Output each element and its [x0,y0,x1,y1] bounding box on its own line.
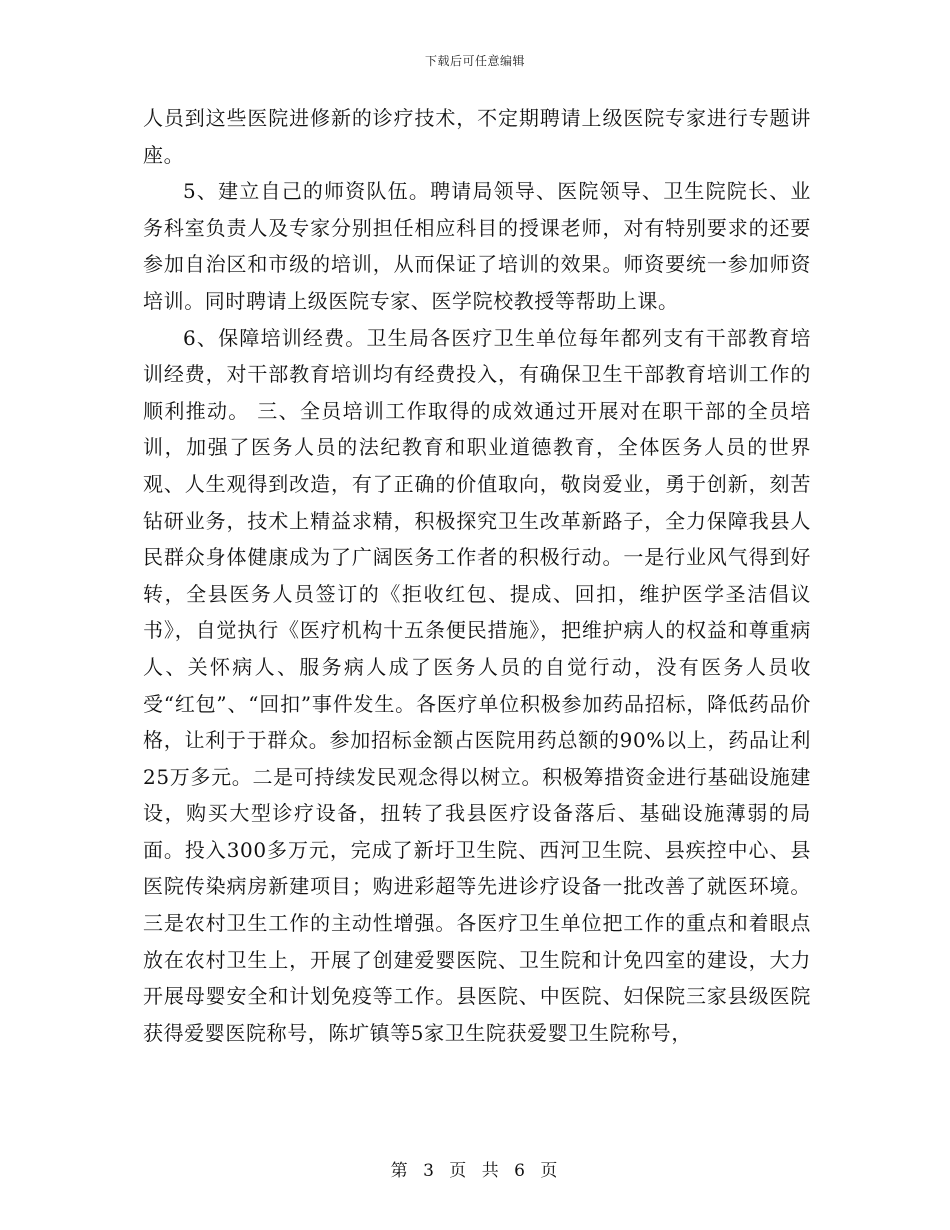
paragraph-training-funds: 6、保障培训经费。卫生局各医疗卫生单位每年都列支有干部教育培训经费，对干部教育培训均有经费投入，有确保卫生干部教育培训工作的顺利推动。 三、全员培训工作取得的成效通过开展对在职干部的全员培训，加强了医务人员的法纪教育和职业道德教育，全体医务人员的世界观、人生观得到改造，有了正确的价值取向，敬岗爱业，勇于创新，刻苦钻研业务，技术上精益求精，积极探究卫生改革新路子，全力保障我县人民群众身体健康成为了广阔医务工作者的积极行动。一是行业风气得到好转，全县医务人员签订的《拒收红包、提成、回扣，维护医学圣洁倡议书》，自觉执行《医疗机构十五条便民措施》，把维护病人的权益和尊重病人、关怀病人、服务病人成了医务人员的自觉行动，没有医务人员收受“红包”、“回扣”事件发生。各医疗单位积极参加药品招标，降低药品价格，让利于于群众。参加招标金额占医院用药总额的90%以上，药品让利25万多元。二是可持续发民观念得以树立。积极筹措资金进行基础设施建设，购买大型诊疗设备，扭转了我县医疗设备落后、基础设施薄弱的局面。投入300多万元，完成了新圩卫生院、西河卫生院、县疾控中心、县医院传染病房新建项目；购进彩超等先进诊疗设备一批改善了就医环境。三是农村卫生工作的主动性增强。各医疗卫生单位把工作的重点和着眼点放在农村卫生上，开展了创建爱婴医院、卫生院和计免四室的建设，大力开展母婴安全和计划免疫等工作。县医院、中医院、妇保院三家县级医院获得爱婴医院称号，陈圹镇等5家卫生院获爱婴卫生院称号， [143,325,811,1045]
document-body [143,100,811,1051]
page-number: 第 3 页 共 6 页 [390,1161,560,1181]
paragraph-teacher-team: 5、建立自己的师资队伍。聘请局领导、医院领导、卫生院院长、业务科室负责人及专家分别担任相应科目的授课老师，对有特别要求的还要参加自治区和市级的培训，从而保证了培训的效果。师资要统一参加师资培训。同时聘请上级医院专家、医学院校教授等帮助上课。 [143,179,811,313]
paragraph-continuation: 人员到这些医院进修新的诊疗技术，不定期聘请上级医院专家进行专题讲座。 [143,106,811,167]
page-header-note: 下载后可任意编辑 [424,54,525,68]
